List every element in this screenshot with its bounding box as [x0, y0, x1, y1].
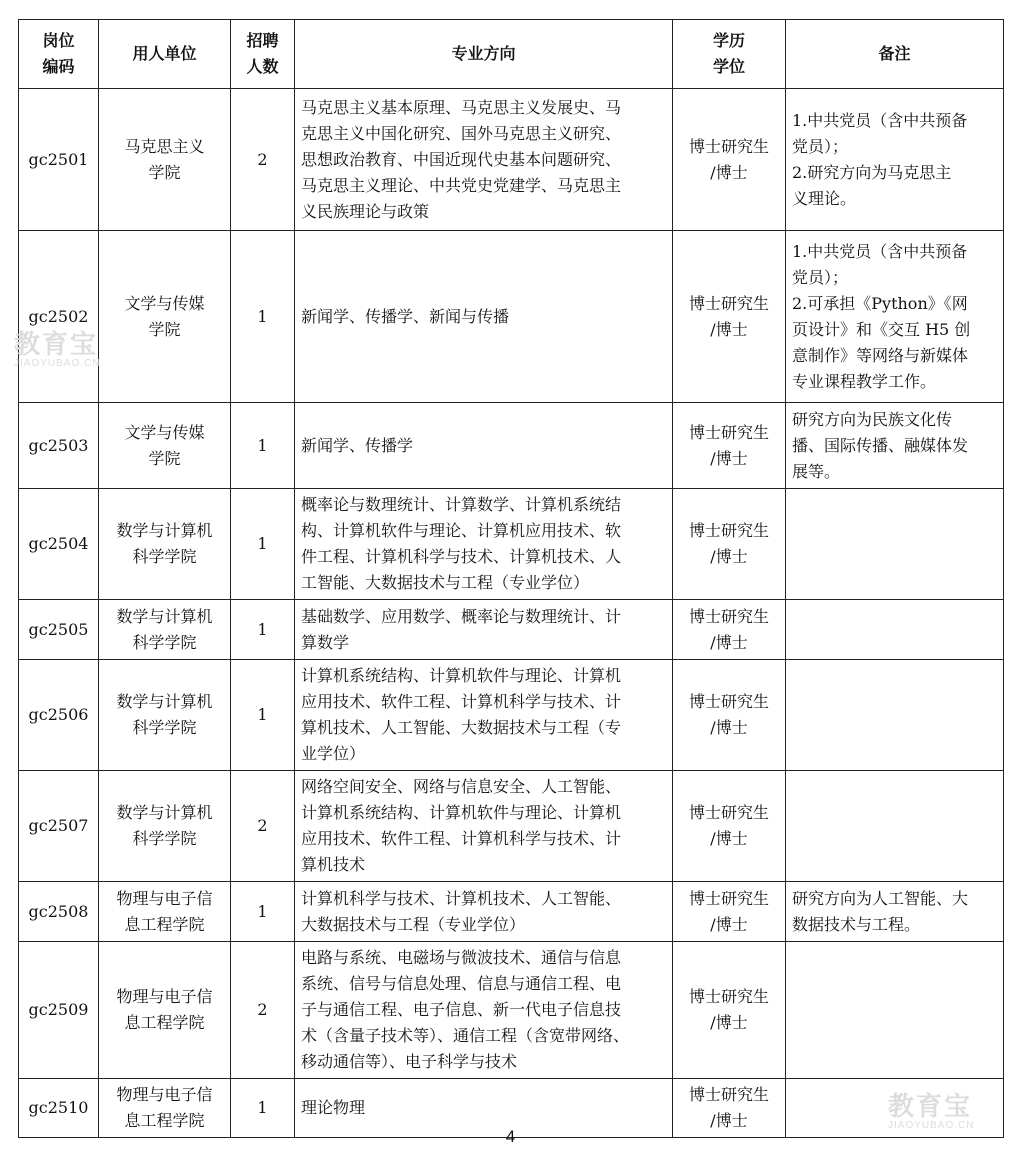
cell-count: 1 — [231, 489, 295, 600]
cell-major-line: 思想政治教育、中国近现代史基本问题研究、 — [301, 149, 622, 169]
table-row — [19, 231, 1004, 403]
cell-note-line: 展等。 — [792, 461, 841, 481]
cell-degree-line: /博士 — [710, 829, 748, 848]
cell-unit-line: 息工程学院 — [124, 1013, 205, 1032]
cell-major — [295, 771, 673, 882]
cell-major-line: 术（含量子技术等）、通信工程（含宽带网络、 — [301, 1026, 630, 1045]
cell-note-line: 2.可承担《Python》《网 — [792, 293, 968, 313]
cell-major — [295, 942, 673, 1079]
cell-count: 2 — [231, 89, 295, 231]
cell-degree-line: 博士研究生 — [688, 136, 769, 156]
cell-note-line: 1.中共党员（含中共预备 — [792, 110, 968, 130]
cell-degree-line: 博士研究生 — [688, 422, 769, 442]
cell-major — [295, 89, 673, 231]
cell-note-line: 专业课程教学工作。 — [792, 371, 937, 391]
cell-unit-line: 物理与电子信 — [116, 1085, 213, 1104]
cell-unit-line: 数学与计算机 — [116, 803, 213, 822]
cell-unit-line: 学院 — [148, 319, 181, 339]
cell-code: gc2508 — [19, 882, 99, 942]
cell-major-line: 新闻学、传播学 — [301, 435, 414, 455]
cell-degree — [673, 403, 786, 489]
cell-note — [786, 771, 1004, 882]
cell-count: 1 — [231, 660, 295, 771]
cell-note — [786, 660, 1004, 771]
table-row — [19, 600, 1004, 660]
cell-unit-line: 学院 — [148, 162, 181, 182]
cell-code: gc2504 — [19, 489, 99, 600]
cell-note-line: 2.研究方向为马克思主 — [792, 162, 952, 182]
cell-unit — [99, 942, 231, 1079]
cell-degree-line: 博士研究生 — [688, 1085, 769, 1104]
cell-note-line: 页设计》和《交互 H5 创 — [792, 319, 971, 339]
cell-unit-line: 物理与电子信 — [116, 888, 213, 908]
cell-degree — [673, 489, 786, 600]
cell-count: 1 — [231, 600, 295, 660]
cell-degree-line: /博士 — [710, 914, 748, 934]
cell-note-line: 党员）； — [792, 267, 849, 287]
cell-degree-line: 博士研究生 — [688, 692, 769, 711]
cell-degree-line: 博士研究生 — [688, 521, 769, 540]
cell-unit-line: 息工程学院 — [124, 1111, 205, 1130]
cell-major-line: 业学位） — [301, 744, 366, 763]
cell-note-line: 党员）； — [792, 136, 849, 156]
cell-count: 1 — [231, 403, 295, 489]
cell-note — [786, 403, 1004, 489]
cell-major — [295, 489, 673, 600]
cell-unit — [99, 882, 231, 942]
cell-code: gc2501 — [19, 89, 99, 231]
cell-note — [786, 231, 1004, 403]
cell-degree-line: /博士 — [710, 319, 748, 339]
cell-note — [786, 89, 1004, 231]
cell-count: 2 — [231, 942, 295, 1079]
cell-degree-line: /博士 — [710, 1013, 748, 1032]
watermark-left: 教育宝 JIAOYUBAO.CN — [14, 329, 101, 369]
cell-count: 1 — [231, 1079, 295, 1138]
cell-major-line: 义民族理论与政策 — [301, 201, 430, 221]
cell-unit-line: 数学与计算机 — [116, 692, 213, 711]
cell-code: gc2503 — [19, 403, 99, 489]
cell-unit — [99, 489, 231, 600]
header-employer: 用人单位 — [99, 20, 231, 89]
cell-note-line: 1.中共党员（含中共预备 — [792, 241, 968, 261]
cell-code: gc2510 — [19, 1079, 99, 1138]
cell-degree — [673, 89, 786, 231]
cell-unit-line: 息工程学院 — [124, 914, 205, 934]
cell-major-line: 马克思主义基本原理、马克思主义发展史、马 — [301, 97, 622, 117]
cell-degree-line: 博士研究生 — [688, 888, 769, 908]
cell-degree-line: /博士 — [710, 547, 748, 566]
cell-major-line: 网络空间安全、网络与信息安全、人工智能、 — [301, 777, 622, 796]
table-header-row — [19, 20, 1004, 89]
cell-note-line: 数据技术与工程。 — [792, 914, 921, 934]
cell-degree-line: /博士 — [710, 718, 748, 737]
cell-degree-line: 博士研究生 — [688, 606, 769, 626]
cell-major-line: 移动通信等）、电子科学与技术 — [301, 1052, 518, 1071]
header-notes: 备注 — [786, 20, 1004, 89]
cell-note — [786, 489, 1004, 600]
page-number: 4 — [505, 1127, 516, 1146]
cell-major-line: 应用技术、软件工程、计算机科学与技术、计 — [301, 829, 622, 848]
cell-unit-line: 科学学院 — [132, 547, 197, 566]
cell-code: gc2502 — [19, 231, 99, 403]
cell-unit-line: 科学学院 — [132, 718, 197, 737]
cell-degree — [673, 771, 786, 882]
table-row — [19, 89, 1004, 231]
cell-unit — [99, 231, 231, 403]
cell-unit-line: 马克思主义 — [124, 136, 205, 156]
table-row — [19, 882, 1004, 942]
watermark-right: 教育宝 JIAOYUBAO.CN — [888, 1091, 975, 1131]
header-position-code: 岗位 编码 — [19, 20, 99, 89]
cell-major-line: 克思主义中国化研究、国外马克思主义研究、 — [301, 123, 622, 143]
cell-unit-line: 数学与计算机 — [116, 606, 213, 626]
cell-major-line: 新闻学、传播学、新闻与传播 — [301, 306, 510, 326]
cell-major — [295, 231, 673, 403]
header-major: 专业方向 — [295, 20, 673, 89]
cell-unit-line: 科学学院 — [132, 632, 197, 652]
cell-unit — [99, 403, 231, 489]
cell-major-line: 工智能、大数据技术与工程（专业学位） — [301, 573, 590, 592]
cell-note — [786, 882, 1004, 942]
cell-major-line: 大数据技术与工程（专业学位） — [301, 914, 526, 934]
cell-unit — [99, 771, 231, 882]
cell-major-line: 构、计算机软件与理论、计算机应用技术、软 — [301, 521, 622, 540]
table-body — [19, 89, 1004, 1138]
cell-degree — [673, 600, 786, 660]
cell-code: gc2505 — [19, 600, 99, 660]
cell-note-line: 研究方向为民族文化传 — [792, 409, 953, 429]
table-row — [19, 660, 1004, 771]
cell-degree-line: /博士 — [710, 1111, 748, 1130]
cell-major — [295, 600, 673, 660]
cell-major-line: 件工程、计算机科学与技术、计算机技术、人 — [301, 547, 622, 566]
cell-major-line: 马克思主义理论、中共党史党建学、马克思主 — [301, 175, 622, 195]
cell-major-line: 应用技术、软件工程、计算机科学与技术、计 — [301, 692, 622, 711]
cell-degree-line: /博士 — [710, 632, 748, 652]
cell-code: gc2507 — [19, 771, 99, 882]
cell-count: 2 — [231, 771, 295, 882]
cell-major-line: 计算机系统结构、计算机软件与理论、计算机 — [301, 666, 622, 685]
cell-major-line: 概率论与数理统计、计算数学、计算机系统结 — [301, 495, 622, 514]
cell-degree-line: 博士研究生 — [688, 293, 769, 313]
recruitment-table — [18, 19, 1004, 1138]
cell-major-line: 子与通信工程、电子信息、新一代电子信息技 — [301, 1000, 622, 1019]
cell-degree — [673, 660, 786, 771]
cell-unit — [99, 600, 231, 660]
cell-major-line: 电路与系统、电磁场与微波技术、通信与信息 — [301, 948, 622, 967]
cell-major-line: 系统、信号与信息处理、信息与通信工程、电 — [301, 974, 622, 993]
cell-major-line: 理论物理 — [301, 1098, 366, 1117]
cell-note-line: 意制作》等网络与新媒体 — [792, 345, 969, 365]
cell-note-line: 播、国际传播、融媒体发 — [792, 435, 969, 455]
cell-degree-line: /博士 — [710, 448, 748, 468]
cell-degree — [673, 942, 786, 1079]
cell-count: 1 — [231, 231, 295, 403]
cell-degree-line: 博士研究生 — [688, 803, 769, 822]
cell-note — [786, 600, 1004, 660]
cell-unit-line: 文学与传媒 — [124, 293, 205, 313]
header-degree: 学历 学位 — [673, 20, 786, 89]
table-row — [19, 771, 1004, 882]
cell-unit-line: 数学与计算机 — [116, 521, 213, 540]
cell-major-line: 计算机系统结构、计算机软件与理论、计算机 — [301, 803, 622, 822]
cell-unit-line: 物理与电子信 — [116, 987, 213, 1006]
table-row — [19, 942, 1004, 1079]
cell-degree — [673, 882, 786, 942]
cell-unit-line: 学院 — [148, 448, 181, 468]
cell-degree-line: 博士研究生 — [688, 987, 769, 1006]
cell-degree — [673, 231, 786, 403]
table-row — [19, 489, 1004, 600]
cell-count: 1 — [231, 882, 295, 942]
cell-code: gc2506 — [19, 660, 99, 771]
cell-degree-line: /博士 — [710, 162, 748, 182]
cell-unit — [99, 660, 231, 771]
cell-major — [295, 403, 673, 489]
cell-note-line: 研究方向为人工智能、大 — [792, 888, 969, 908]
cell-unit-line: 科学学院 — [132, 829, 197, 848]
cell-note — [786, 942, 1004, 1079]
cell-major-line: 基础数学、应用数学、概率论与数理统计、计 — [301, 606, 622, 626]
header-hire-count: 招聘 人数 — [231, 20, 295, 89]
cell-unit — [99, 89, 231, 231]
cell-major-line: 算机技术、人工智能、大数据技术与工程（专 — [301, 718, 622, 737]
cell-major-line: 计算机科学与技术、计算机技术、人工智能、 — [301, 888, 622, 908]
cell-major-line: 算数学 — [301, 632, 350, 652]
cell-major — [295, 882, 673, 942]
cell-major-line: 算机技术 — [301, 855, 366, 874]
cell-note-line: 义理论。 — [792, 188, 857, 208]
cell-code: gc2509 — [19, 942, 99, 1079]
table-row — [19, 403, 1004, 489]
cell-unit-line: 文学与传媒 — [124, 422, 205, 442]
cell-major — [295, 660, 673, 771]
